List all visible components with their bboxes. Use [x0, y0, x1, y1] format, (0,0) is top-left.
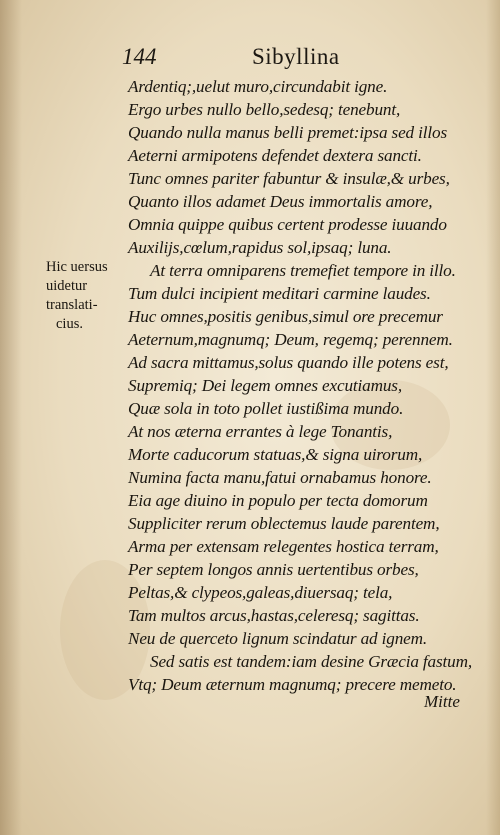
text-line: Supremiq; Dei legem omnes excutiamus,	[128, 376, 402, 395]
text-line: Numina facta manu,fatui ornabamus honore.	[128, 468, 432, 487]
text-line: Morte caducorum statuas,& signa uirorum,	[128, 445, 423, 464]
margin-note-line: cius.	[56, 316, 83, 332]
text-line: Omnia quippe quibus certent prodesse iuuando	[128, 215, 447, 234]
page-header	[122, 44, 372, 74]
text-line: Tunc omnes pariter fabuntur & insulæ,& urbes,	[128, 169, 450, 188]
text-line: Quando nulla manus belli premet:ipsa sed illos	[128, 123, 448, 142]
margin-note-line: uidetur	[46, 278, 88, 294]
text-line: Auxilijs,cœlum,rapidus sol,ipsaq; luna.	[128, 238, 392, 257]
text-line: Tam multos arcus,hastas,celeresq; sagittas.	[128, 606, 420, 625]
text-line: Quanto illos adamet Deus immortalis amore,	[128, 192, 433, 211]
text-line: Suppliciter rerum oblectemus laude parentem,	[128, 514, 440, 533]
text-line: Peltas,& clypeos,galeas,diuersaq; tela,	[128, 583, 393, 602]
text-line: Eia age diuino in populo per tecta domorum	[128, 491, 428, 510]
margin-note	[46, 258, 126, 334]
catchword: Mitte	[424, 692, 460, 711]
running-title: Sibyllina	[252, 44, 340, 69]
text-line: Neu de querceto lignum scindatur ad ignem.	[128, 629, 428, 648]
page-number: 144	[122, 44, 157, 69]
text-line: Ad sacra mittamus,solus quando ille potens est,	[128, 353, 449, 372]
page-edge-shadow	[486, 0, 500, 835]
text-line: Tum dulci incipient meditari carmine laudes.	[128, 284, 431, 303]
text-line: At terra omniparens tremefiet tempore in illo.	[150, 261, 456, 280]
margin-note-line: Hic uersus	[46, 259, 108, 275]
text-line: Huc omnes,positis genibus,simul ore precemur	[128, 307, 443, 326]
page-gutter-shadow	[0, 0, 22, 835]
text-line: Ardentiq;,uelut muro,circundabit igne.	[128, 77, 388, 96]
text-line: Aeternum,magnumq; Deum, regemq; perennem.	[128, 330, 453, 349]
text-line: Vtq; Deum æternum magnumq; precere memeto.	[128, 675, 457, 694]
text-line: Per septem longos annis uertentibus orbes,	[128, 560, 419, 579]
text-line: Ergo urbes nullo bello,sedesq; tenebunt,	[128, 100, 401, 119]
text-line: At nos æterna errantes à lege Tonantis,	[128, 422, 393, 441]
text-line: Quæ sola in toto pollet iustißima mundo.	[128, 399, 404, 418]
margin-note-line: translati-	[46, 297, 98, 313]
text-line: Aeterni armipotens defendet dextera sancti.	[128, 146, 422, 165]
text-line: Arma per extensam relegentes hostica terram,	[128, 537, 439, 556]
text-line: Sed satis est tandem:iam desine Græcia fastum,	[150, 652, 473, 671]
